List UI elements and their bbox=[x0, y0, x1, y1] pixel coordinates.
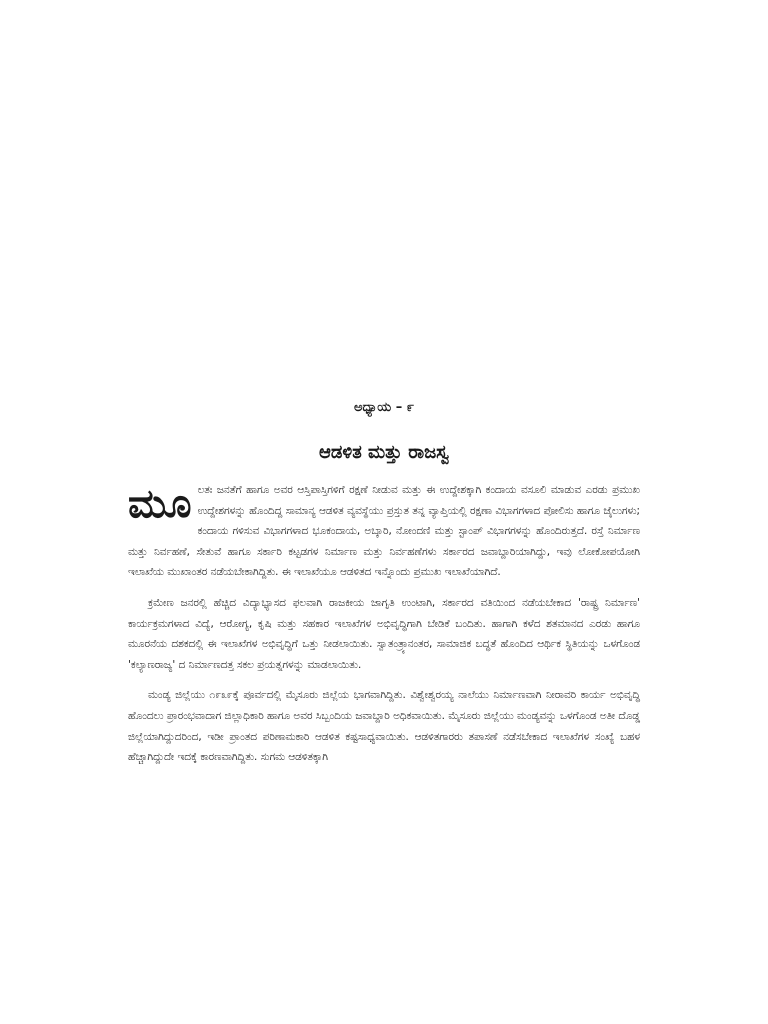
paragraph-1-text: ಲತಃ ಜನತೆಗೆ ಹಾಗೂ ಅವರ ಆಸ್ತಿಪಾಸ್ತಿಗಳಿಗೆ ರಕ್ಷಣೆ ನೀಡುವ ಮತ್ತು ಈ ಉದ್ದೇಶಕ್ಕಾಗಿ ಕಂದಾಯ ವಸೂಲಿ ಮಾಡುವ ಎರಡು ಪ್ರಮುಖ ಉದ್ದೇಶಗಳನ್ನು ಹೊಂದಿದ್ದ ಸಾಮಾನ್ಯ ಆಡಳಿತ ವ್ಯವಸ್ಥೆಯು ಪ್ರಸ್ತುತ ತನ್ನ ವ್ಯಾಪ್ತಿಯಲ್ಲಿ ರಕ್ಷಣಾ ವಿಭಾಗಗಳಾದ ಪೋಲಿಸು ಹಾಗೂ ಜೈಲುಗಳು; ಕಂದಾಯ ಗಳಿಸುವ ವಿಭಾಗಗಳಾದ ಭೂಕಂದಾಯ, ಅಬ್ಕಾರಿ, ನೋಂದಣಿ ಮತ್ತು ಸ್ಟಾಂಪ್ ವಿಭಾಗಗಳನ್ನು ಹೊಂದಿರುತ್ತದೆ. ರಸ್ತೆ ನಿರ್ಮಾಣ ಮತ್ತು ನಿರ್ವಹಣೆ, ಸೇತುವೆ ಹಾಗೂ ಸರ್ಕಾರಿ ಕಟ್ಟಡಗಳ ನಿರ್ಮಾಣ ಮತ್ತು ನಿರ್ವಹಣೆಗಳು ಸರ್ಕಾರದ ಜವಾಬ್ದಾರಿಯಾಗಿದ್ದು, ಇವು ಲೋಕೋಪಯೋಗಿ ಇಲಾಖೆಯ ಮುಖಾಂತರ ನಡೆಯಬೇಕಾಗಿದ್ದಿತು. ಈ ಇಲಾಖೆಯೂ ಆಡಳಿತದ ಇನ್ನೊಂದು ಪ್ರಮುಖ ಇಲಾಖೆಯಾಗಿದೆ. bbox=[128, 484, 640, 579]
drop-cap: ಮೂ bbox=[128, 481, 192, 527]
chapter-title: ಆಡಳಿತ ಮತ್ತು ರಾಜಸ್ವ bbox=[319, 442, 449, 463]
paragraph-2: ಕ್ರಮೇಣ ಜನರಲ್ಲಿ ಹೆಚ್ಚಿದ ವಿದ್ಯಾಭ್ಯಾಸದ ಫಲವಾಗಿ ರಾಜಕೀಯ ಜಾಗೃತಿ ಉಂಟಾಗಿ, ಸರ್ಕಾರದ ವತಿಯಿಂದ ನಡೆಯಬೇಕಾದ 'ರಾಷ್ಟ್ರ ನಿರ್ಮಾಣ' ಕಾರ್ಯಕ್ರಮಗಳಾದ ವಿದ್ಯೆ, ಆರೋಗ್ಯ, ಕೃಷಿ ಮತ್ತು ಸಹಕಾರ ಇಲಾಖೆಗಳ ಅಭಿವೃದ್ಧಿಗಾಗಿ ಬೇಡಿಕೆ ಬಂದಿತು. ಹಾಗಾಗಿ ಕಳೆದ ಶತಮಾನದ ಎರಡು ಹಾಗೂ ಮೂರನೆಯ ದಶಕದಲ್ಲಿ ಈ ಇಲಾಖೆಗಳ ಅಭಿವೃದ್ಧಿಗೆ ಒತ್ತು ನೀಡಲಾಯಿತು. ಸ್ವಾತಂತ್ರ್ಯಾನಂತರ, ಸಾಮಾಜಿಕ ಬದ್ಧತೆ ಹೊಂದಿದ ಆರ್ಥಿಕ ಸ್ಥಿತಿಯನ್ನು ಒಳಗೊಂಡ 'ಕಲ್ಯಾಣರಾಜ್ಯ' ದ ನಿರ್ಮಾಣದತ್ತ ಸಕಲ ಪ್ರಯತ್ನಗಳನ್ನು ಮಾಡಲಾಯಿತು. bbox=[128, 596, 640, 671]
paragraph-1 bbox=[128, 480, 640, 583]
paragraph-3: ಮಂಡ್ಯ ಜಿಲ್ಲೆಯು ೧೯೩೯ಕ್ಕೆ ಪೂರ್ವದಲ್ಲಿ ಮೈಸೂರು ಜಿಲ್ಲೆಯ ಭಾಗವಾಗಿದ್ದಿತು. ವಿಶ್ವೇಶ್ವರಯ್ಯ ನಾಲೆಯು ನಿರ್ಮಾಣವಾಗಿ ನೀರಾವರಿ ಕಾರ್ಯ ಅಭಿವೃದ್ಧಿ ಹೊಂದಲು ಪ್ರಾರಂಭವಾದಾಗ ಜಿಲ್ಲಾಧಿಕಾರಿ ಹಾಗೂ ಅವರ ಸಿಬ್ಬಂದಿಯ ಜವಾಬ್ದಾರಿ ಅಧಿಕವಾಯಿತು. ಮೈಸೂರು ಜಿಲ್ಲೆಯು ಮಂಡ್ಯವನ್ನು ಒಳಗೊಂಡ ಅತೀ ದೊಡ್ಡ ಜಿಲ್ಲೆಯಾಗಿದ್ದುದರಿಂದ, ಇಡೀ ಪ್ರಾಂತದ ಪರಿಣಾಮಕಾರಿ ಆಡಳಿತ ಕಷ್ಟಸಾಧ್ಯವಾಯಿತು. ಆಡಳಿತಗಾರರು ತಪಾಸಣೆ ನಡೆಸಬೇಕಾದ ಇಲಾಖೆಗಳ ಸಂಖ್ಯೆ ಬಹಳ ಹೆಚ್ಚಾಗಿದ್ದುದೇ ಇದಕ್ಕೆ ಕಾರಣವಾಗಿದ್ದಿತು. ಸುಗಮ ಆಡಳಿತಕ್ಕಾಗಿ bbox=[128, 689, 640, 764]
chapter-label: ಅಧ್ಯಾಯ – ೯ bbox=[353, 400, 415, 415]
body-text bbox=[128, 480, 640, 778]
